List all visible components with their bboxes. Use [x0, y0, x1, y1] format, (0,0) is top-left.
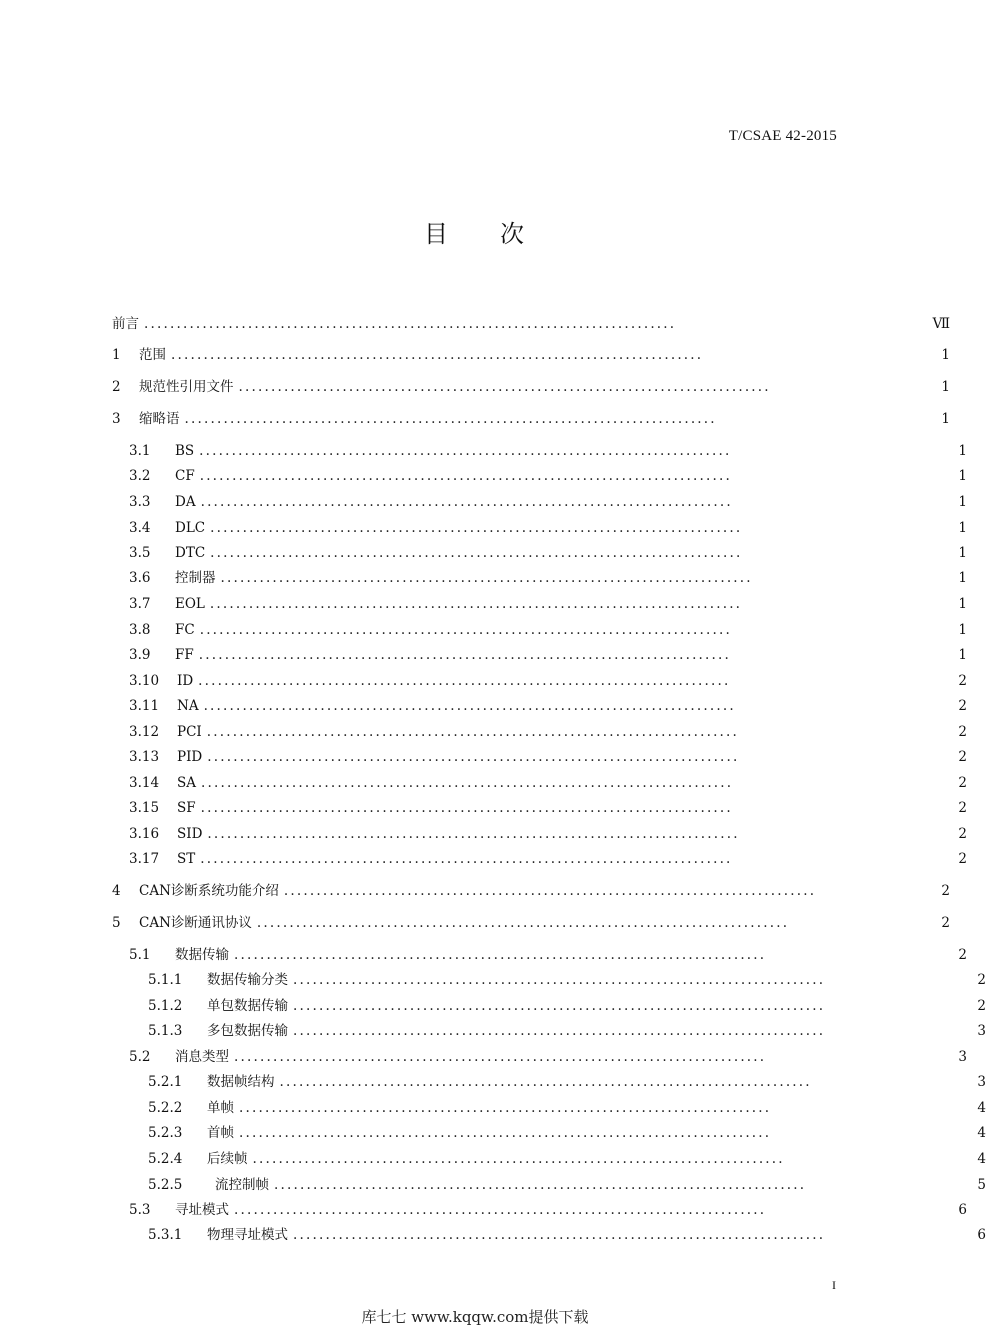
toc-entry-label: 规范性引用文件: [139, 379, 234, 395]
toc-entry-number: 5.3.1: [148, 1227, 183, 1243]
toc-entry-page: 1: [958, 622, 967, 638]
toc-entry-number: 5: [112, 915, 121, 931]
toc-entry-leader: ..................................................................................: [210, 520, 743, 536]
toc-entry-number: 3.17: [129, 851, 160, 867]
toc-entry[interactable]: [0, 492, 967, 512]
toc-entry-page: 2: [958, 800, 967, 816]
toc-entry[interactable]: [0, 773, 967, 793]
toc-entry[interactable]: [0, 1021, 986, 1041]
toc-entry-leader: ..................................................................................: [220, 570, 753, 586]
toc-entry-label: SID: [177, 826, 203, 842]
toc-entry-label: 缩略语: [139, 411, 180, 427]
toc-entry-number: 3.8: [129, 622, 151, 638]
toc-entry-leader: ..................................................................................: [293, 998, 826, 1014]
toc-entry[interactable]: [0, 1072, 986, 1092]
toc-entry-number: 5.3: [129, 1202, 151, 1218]
toc-entry-number: 5.2.5: [148, 1177, 183, 1193]
toc-entry-label: PID: [177, 749, 203, 765]
toc-entry-label: FF: [175, 647, 194, 663]
toc-entry-leader: ..................................................................................: [144, 316, 677, 332]
toc-entry[interactable]: [0, 881, 950, 901]
toc-entry-number: 5.1.3: [148, 1023, 183, 1039]
toc-entry-page: 4: [977, 1100, 986, 1116]
toc-entry-number: 3.2: [129, 468, 151, 484]
toc-entry-leader: ..................................................................................: [279, 1074, 812, 1090]
toc-entry-label: 消息类型: [175, 1049, 229, 1065]
toc-entry[interactable]: [0, 1200, 967, 1220]
toc-entry-page: 1: [958, 494, 967, 510]
toc-entry-label: 单包数据传输: [207, 998, 288, 1014]
toc-entry[interactable]: [0, 594, 967, 614]
toc-entry-page: 1: [958, 570, 967, 586]
toc-entry-number: 5.2.3: [148, 1125, 183, 1141]
toc-entry[interactable]: [0, 314, 950, 334]
toc-entry-page: 1: [958, 443, 967, 459]
toc-entry-page: 2: [941, 915, 950, 931]
toc-entry-number: 3.7: [129, 596, 151, 612]
toc-entry-number: 5.1.2: [148, 998, 183, 1014]
toc-entry[interactable]: [0, 722, 967, 742]
toc-entry-label: NA: [177, 698, 199, 714]
toc-entry-page: 1: [958, 647, 967, 663]
toc-entry-page: 2: [941, 883, 950, 899]
toc-entry-number: 3.14: [129, 775, 160, 791]
toc-entry-leader: ..................................................................................: [293, 972, 826, 988]
toc-entry-label: 多包数据传输: [207, 1023, 288, 1039]
toc-entry-label: 范围: [139, 347, 166, 363]
toc-title: [0, 214, 950, 249]
toc-entry-leader: ..................................................................................: [198, 673, 731, 689]
toc-entry-page: 1: [958, 520, 967, 536]
toc-entry-number: 3.12: [129, 724, 160, 740]
toc-entry-leader: ..................................................................................: [200, 800, 733, 816]
toc-entry-label: 首帧: [207, 1125, 234, 1141]
toc-entry[interactable]: [0, 645, 967, 665]
toc-entry-number: 3.4: [129, 520, 151, 536]
toc-entry[interactable]: [0, 747, 967, 767]
toc-entry[interactable]: [0, 913, 950, 933]
toc-entry-leader: ..................................................................................: [200, 494, 733, 510]
toc-entry-label: 数据传输分类: [207, 972, 288, 988]
toc-entry-number: 5.2.1: [148, 1074, 183, 1090]
toc-entry-page: 4: [977, 1151, 986, 1167]
toc-entry-leader: ..................................................................................: [256, 915, 790, 931]
toc-entry-label: SF: [177, 800, 196, 816]
toc-entry[interactable]: [0, 1047, 967, 1067]
toc-entry[interactable]: [0, 466, 967, 486]
toc-entry-number: 5.2.2: [148, 1100, 183, 1116]
toc-entry-label: 数据传输: [175, 947, 229, 963]
toc-entry[interactable]: [0, 824, 967, 844]
toc-entry[interactable]: [0, 543, 967, 563]
toc-entry-leader: ..................................................................................: [283, 883, 817, 899]
toc-entry-leader: ..................................................................................: [252, 1151, 785, 1167]
toc-entry-label: DA: [175, 494, 196, 510]
toc-title-part1: 目: [424, 220, 450, 248]
toc-entry-label: CAN诊断系统功能介绍: [139, 883, 279, 899]
toc-entry[interactable]: [0, 696, 967, 716]
toc-entry-label: ST: [177, 851, 196, 867]
toc-entry-number: 5.2: [129, 1049, 151, 1065]
toc-entry-label: 前言: [112, 316, 139, 332]
toc-entry-leader: ..................................................................................: [293, 1227, 826, 1243]
toc-entry-page: 2: [977, 998, 986, 1014]
toc-entry[interactable]: [0, 671, 967, 691]
toc-entry-label: CF: [175, 468, 195, 484]
toc-entry-leader: ..................................................................................: [239, 1125, 772, 1141]
toc-entry-number: 3.3: [129, 494, 151, 510]
toc-entry-page: Ⅶ: [932, 316, 950, 332]
toc-entry-page: 6: [977, 1227, 986, 1243]
toc-entry-leader: ..................................................................................: [207, 826, 740, 842]
toc-entry-number: 3.1: [129, 443, 151, 459]
toc-entry-label: 单帧: [207, 1100, 234, 1116]
toc-entry-page: 3: [958, 1049, 967, 1065]
toc-entry-page: 2: [958, 724, 967, 740]
toc-entry-page: 1: [958, 468, 967, 484]
toc-entry-label: 后续帧: [207, 1151, 248, 1167]
toc-entry-leader: ..................................................................................: [199, 622, 732, 638]
toc-entry-leader: ..................................................................................: [293, 1023, 826, 1039]
toc-entry-page: 4: [977, 1125, 986, 1141]
toc-entry-number: 3.13: [129, 749, 160, 765]
toc-entry-leader: ..................................................................................: [200, 851, 733, 867]
toc-entry-label: BS: [175, 443, 195, 459]
toc-entry-number: 3.9: [129, 647, 151, 663]
toc-entry-page: 2: [958, 673, 967, 689]
toc-entry-page: 6: [958, 1202, 967, 1218]
toc-entry[interactable]: [0, 1098, 986, 1118]
toc-entry-label: FC: [175, 622, 195, 638]
toc-entry-page: 2: [958, 775, 967, 791]
toc-entry-page: 1: [941, 411, 950, 427]
toc-entry-number: 5.1: [129, 947, 151, 963]
toc-entry-number: 3.16: [129, 826, 160, 842]
toc-entry-page: 2: [958, 826, 967, 842]
toc-entry-number: 3.6: [129, 570, 151, 586]
toc-entry-leader: ..................................................................................: [171, 347, 704, 363]
toc-entry-leader: ..................................................................................: [274, 1177, 807, 1193]
toc-entry-label: DLC: [175, 520, 206, 536]
toc-entry-page: 2: [958, 851, 967, 867]
toc-entry-leader: ..................................................................................: [210, 545, 743, 561]
toc-entry-leader: ..................................................................................: [234, 1202, 767, 1218]
toc-entry[interactable]: [0, 568, 967, 588]
toc-entry[interactable]: [0, 345, 950, 365]
toc-entry[interactable]: [0, 970, 986, 990]
toc-entry-label: 数据帧结构: [207, 1074, 275, 1090]
toc-entry-number: 3: [112, 411, 121, 427]
toc-entry-page: 1: [958, 596, 967, 612]
toc-entry-page: 5: [977, 1177, 986, 1193]
toc-entry-label: 寻址模式: [175, 1202, 229, 1218]
toc-entry[interactable]: [0, 798, 967, 818]
toc-entry[interactable]: [0, 377, 950, 397]
toc-entry-leader: ..................................................................................: [234, 1049, 767, 1065]
toc-entry-number: 2: [112, 379, 121, 395]
toc-entry[interactable]: [0, 1123, 986, 1143]
toc-entry-number: 5.1.1: [148, 972, 183, 988]
toc-entry[interactable]: [0, 1149, 986, 1169]
toc-entry-page: 3: [977, 1023, 986, 1039]
page-number: I: [832, 1278, 836, 1292]
toc-entry-leader: ..................................................................................: [199, 468, 732, 484]
standard-code: T/CSAE 42-2015: [728, 128, 837, 144]
toc-entry-leader: ..................................................................................: [209, 596, 743, 612]
toc-entry-leader: ..................................................................................: [201, 775, 734, 791]
toc-entry[interactable]: [0, 441, 967, 461]
toc-entry-label: EOL: [175, 596, 205, 612]
toc-entry-number: 3.10: [129, 673, 160, 689]
footer-note: 库七七 www.kqqw.com提供下载: [361, 1308, 589, 1326]
toc-entry-page: 3: [977, 1074, 986, 1090]
toc-entry-page: 2: [977, 972, 986, 988]
toc-entry-page: 2: [958, 749, 967, 765]
toc-entry-number: 4: [112, 883, 121, 899]
toc-entry-leader: ..................................................................................: [234, 947, 767, 963]
toc-entry-label: ID: [177, 673, 194, 689]
toc-entry-label: PCI: [177, 724, 202, 740]
toc-entry-number: 3.15: [129, 800, 160, 816]
toc-entry-number: 1: [112, 347, 121, 363]
toc-entry-number: 5.2.4: [148, 1151, 183, 1167]
toc-entry-leader: ..................................................................................: [184, 411, 717, 427]
toc-entry[interactable]: [0, 996, 986, 1016]
toc-entry-label: DTC: [175, 545, 206, 561]
toc-entry-leader: ..................................................................................: [238, 379, 771, 395]
toc-entry[interactable]: [0, 620, 967, 640]
toc-entry[interactable]: [0, 945, 967, 965]
toc-entry-leader: ..................................................................................: [207, 749, 740, 765]
toc-entry-label: 控制器: [175, 570, 216, 586]
toc-entry-leader: ..................................................................................: [239, 1100, 772, 1116]
toc-title-part2: 次: [500, 220, 526, 248]
toc-entry-leader: ..................................................................................: [206, 724, 740, 740]
toc-entry-number: 3.5: [129, 545, 151, 561]
toc-entry[interactable]: [0, 1225, 986, 1245]
toc-entry[interactable]: [0, 1175, 986, 1195]
toc-entry-page: 2: [958, 698, 967, 714]
toc-entry-label: CAN诊断通讯协议: [139, 915, 252, 931]
toc-entry-label: 物理寻址模式: [207, 1227, 288, 1243]
toc-entry-label: 流控制帧: [215, 1177, 269, 1193]
toc-entry-leader: ..................................................................................: [203, 698, 736, 714]
toc-entry[interactable]: [0, 849, 967, 869]
toc-entry[interactable]: [0, 518, 967, 538]
toc-entry-page: 1: [941, 347, 950, 363]
toc-entry-page: 2: [958, 947, 967, 963]
toc-entry[interactable]: [0, 409, 950, 429]
toc-entry-leader: ..................................................................................: [198, 647, 732, 663]
toc-entry-leader: ..................................................................................: [199, 443, 732, 459]
toc-entry-page: 1: [941, 379, 950, 395]
toc-entry-label: SA: [177, 775, 196, 791]
toc-entry-page: 1: [958, 545, 967, 561]
toc-entry-number: 3.11: [129, 698, 160, 714]
